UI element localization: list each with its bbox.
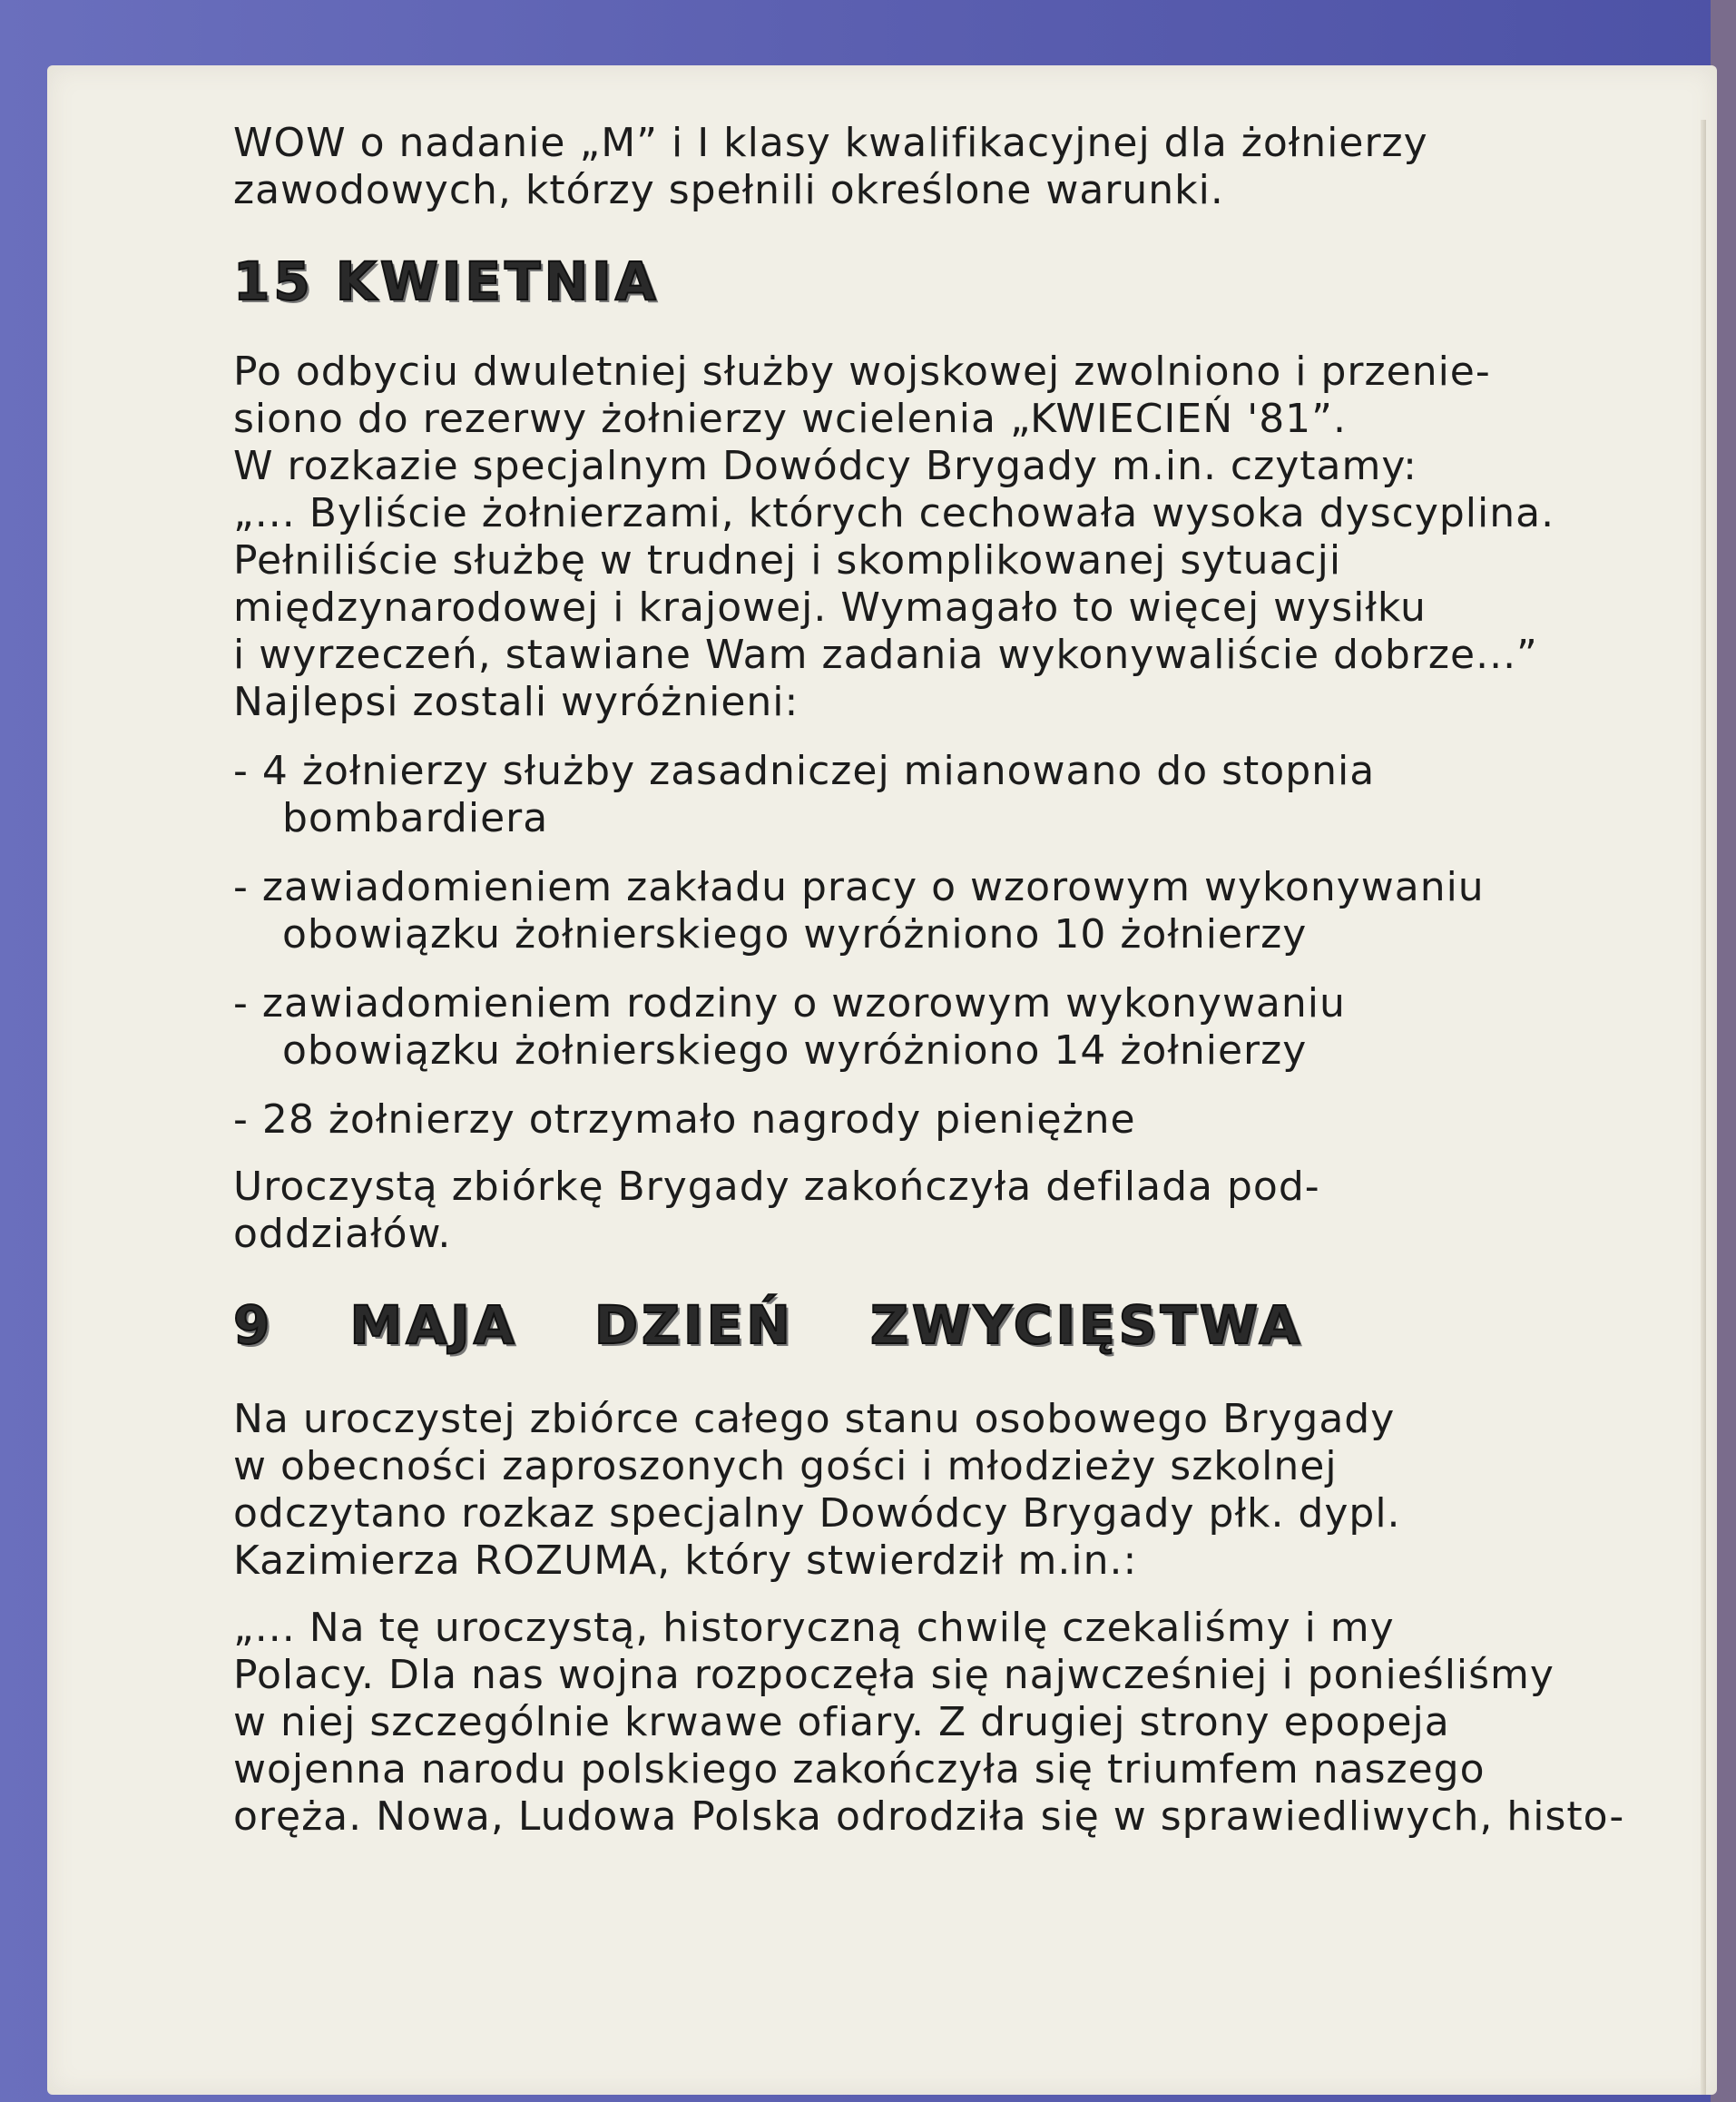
paragraph-line: odczytano rozkaz specjalny Dowódcy Brygady płk. dypl. <box>233 1490 1401 1537</box>
intro-line: zawodowych, którzy spełnili określone warunki. <box>233 167 1224 213</box>
paragraph-line: Na uroczystej zbiórce całego stanu osobowego Brygady <box>233 1396 1396 1442</box>
closing-line: Uroczystą zbiórkę Brygady zakończyła defilada pod- <box>233 1164 1320 1210</box>
list-item-line: obowiązku żołnierskiego wyróżniono 10 żołnierzy <box>282 911 1308 958</box>
paragraph-line: siono do rezerwy żołnierzy wcielenia „KWIECIEŃ '81”. <box>233 396 1347 442</box>
list-item-line: - 4 żołnierzy służby zasadniczej mianowano do stopnia <box>233 748 1376 794</box>
closing-paragraph <box>233 1164 1717 1258</box>
award-list <box>233 748 1717 1144</box>
list-item <box>233 1096 1717 1144</box>
paragraph-line: „... Byliście żołnierzami, których cechowała wysoka dyscyplina. <box>233 490 1555 536</box>
list-item <box>233 980 1717 1075</box>
quote-line: w niej szczególnie krwawe ofiary. Z drugiej strony epopeja <box>233 1699 1450 1745</box>
intro-line: WOW o nadanie „M” i I klasy kwalifikacyjnej dla żołnierzy <box>233 120 1428 166</box>
section1-paragraph <box>233 349 1717 726</box>
paragraph-line: i wyrzeczeń, stawiane Wam zadania wykonywaliście dobrze...” <box>233 632 1538 678</box>
paragraph-line: W rozkazie specjalnym Dowódcy Brygady m.in. czytamy: <box>233 443 1417 489</box>
page-content <box>233 120 1717 1841</box>
paragraph-line: Najlepsi zostali wyróżnieni: <box>233 679 799 725</box>
quote-line: „... Na tę uroczystą, historyczną chwilę czekaliśmy i my <box>233 1605 1395 1651</box>
quote-line: oręża. Nowa, Ludowa Polska odrodziła się w sprawiedliwych, histo- <box>233 1793 1625 1840</box>
list-item <box>233 748 1717 842</box>
quote-line: Polacy. Dla nas wojna rozpoczęła się najwcześniej i ponieśliśmy <box>233 1652 1555 1698</box>
list-item-line: obowiązku żołnierskiego wyróżniono 14 żołnierzy <box>282 1027 1308 1074</box>
section-heading-15-kwietnia: 15 KWIETNIA <box>233 250 660 312</box>
list-item-line: - 28 żołnierzy otrzymało nagrody pieniężne <box>233 1096 1136 1143</box>
paragraph-line: w obecności zaproszonych gości i młodzieży szkolnej <box>233 1443 1338 1489</box>
list-item-line: - zawiadomieniem rodziny o wzorowym wykonywaniu <box>233 980 1346 1026</box>
paragraph-line: Kazimierza ROZUMA, który stwierdził m.in.: <box>233 1537 1138 1584</box>
paragraph-line: Po odbyciu dwuletniej służby wojskowej zwolniono i przenie- <box>233 349 1491 395</box>
quote-line: wojenna narodu polskiego zakończyła się triumfem naszego <box>233 1746 1486 1793</box>
section2-paragraph <box>233 1396 1717 1585</box>
list-item <box>233 864 1717 958</box>
section-heading-9-maja: 9 MAJA DZIEŃ ZWYCIĘSTWA <box>233 1294 1304 1356</box>
list-item-line: bombardiera <box>282 795 549 841</box>
paragraph-line: Pełniliście służbę w trudnej i skomplikowanej sytuacji <box>233 537 1342 584</box>
intro-paragraph <box>233 120 1717 214</box>
paragraph-line: międzynarodowej i krajowej. Wymagało to więcej wysiłku <box>233 584 1427 631</box>
quote-paragraph <box>233 1605 1717 1841</box>
closing-line: oddziałów. <box>233 1211 452 1257</box>
document-page <box>47 65 1717 2095</box>
list-item-line: - zawiadomieniem zakładu pracy o wzorowym wykonywaniu <box>233 864 1485 910</box>
